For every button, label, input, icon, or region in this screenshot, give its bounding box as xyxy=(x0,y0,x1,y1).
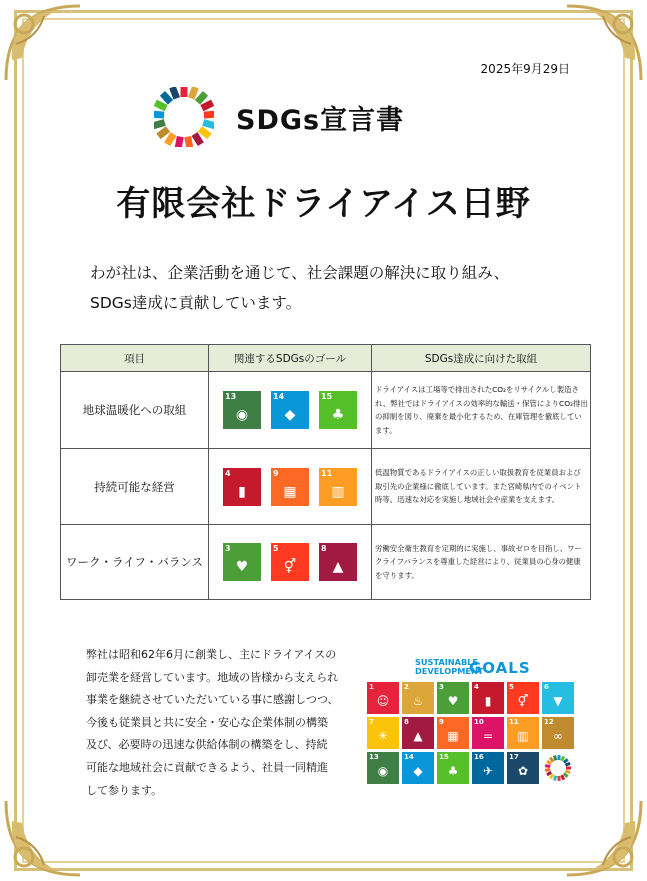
statement-line: 及び、必要時の迅速な供給体制の構築をし、持続 xyxy=(86,738,328,752)
issue-date: 2025年9月29日 xyxy=(480,62,570,76)
title-header xyxy=(154,86,404,148)
sdg-wheel-tile-icon xyxy=(542,752,574,784)
header-goals: 関連するSDGsのゴール xyxy=(209,345,372,372)
table-row xyxy=(61,449,591,525)
row-description: ドライアイスは工場等で排出されたCO₂をリサイクルし製造され、弊社ではドライアイスの効率的な輸送・保管によりCO₂排出の抑制を図り、廃棄を最小化するため、在庫管理を徹底しています。 xyxy=(372,372,591,449)
lead-line: SDGs達成に貢献しています。 xyxy=(90,294,302,312)
sdg-goal-10-icon: 10 = xyxy=(472,717,504,749)
sdg-goal-12-icon: 12 ∞ xyxy=(542,717,574,749)
statement-line: して参ります。 xyxy=(86,783,163,797)
row-item: 持続可能な経営 xyxy=(61,449,209,525)
sdg-goal-3-icon: 3 ♥ xyxy=(437,682,469,714)
fish-icon: 14 ◆ xyxy=(271,391,309,429)
ornament-corner-bottom-right xyxy=(561,795,647,881)
sdg-goals-poster xyxy=(367,658,578,784)
sdg-goal-13-icon: 13 ◉ xyxy=(367,752,399,784)
sdg-goal-16-icon: 16 ✈ xyxy=(472,752,504,784)
table-row xyxy=(61,372,591,449)
sdg-goals-table xyxy=(60,344,591,600)
header-actions: SDGs達成に向けた取組 xyxy=(372,345,591,372)
ornament-corner-bottom-left xyxy=(0,795,86,881)
company-statement xyxy=(86,644,361,802)
cubes-icon: 9 ▦ xyxy=(271,468,309,506)
sdg-goal-1-icon: 1 ☺ xyxy=(367,682,399,714)
row-goal-icons xyxy=(209,449,372,525)
ornament-corner-top-left xyxy=(0,0,86,86)
sdg-goal-17-icon: 17 ✿ xyxy=(507,752,539,784)
sdg-goal-6-icon: 6 ▼ xyxy=(542,682,574,714)
sdg-goal-15-icon: 15 ♣ xyxy=(437,752,469,784)
document-title: SDGs宣言書 xyxy=(236,104,405,136)
row-description: 労働安全衛生教育を定期的に実施し、事故ゼロを目指し、ワークライフバランスを尊重した経営により、従業員の心身の健康を守ります。 xyxy=(372,525,591,600)
lead-line: わが社は、企業活動を通じて、社会課題の解決に取り組み、 xyxy=(90,264,510,282)
buildings-icon: 11 ▥ xyxy=(319,468,357,506)
sdg-goal-14-icon: 14 ◆ xyxy=(402,752,434,784)
ornament-corner-top-right xyxy=(561,0,647,86)
statement-line: 卸売業を経営しています。地域の皆様から支えられ xyxy=(86,670,339,684)
growth-chart-icon: 8 ▲ xyxy=(319,543,357,581)
tree-icon: 15 ♣ xyxy=(319,391,357,429)
globe-eye-icon: 13 ◉ xyxy=(223,391,261,429)
gender-equality-icon: 5 ⚥ xyxy=(271,543,309,581)
statement-line: 事業を継続させていただいている事に感謝しつつ、 xyxy=(86,693,339,707)
row-goal-icons xyxy=(209,525,372,600)
row-goal-icons xyxy=(209,372,372,449)
row-item: 地球温暖化への取組 xyxy=(61,372,209,449)
row-item: ワーク・ライフ・バランス xyxy=(61,525,209,600)
lead-statement xyxy=(90,258,590,318)
sdg-goal-8-icon: 8 ▲ xyxy=(402,717,434,749)
statement-line: 今後も従業員と共に安全・安心な企業体制の構築 xyxy=(86,715,328,729)
poster-brand-line: SUSTAINABLE xyxy=(415,657,479,667)
sdg-goal-9-icon: 9 ▦ xyxy=(437,717,469,749)
sdg-goal-5-icon: 5 ⚥ xyxy=(507,682,539,714)
sdg-goal-7-icon: 7 ☀ xyxy=(367,717,399,749)
row-description: 低温物質であるドライアイスの正しい取扱教育を従業員および取引先の企業様に徹底しています。また宮崎県内でのイベント時等、迅速な対応を実施し地域社会や産業を支えます。 xyxy=(372,449,591,525)
sdg-goal-2-icon: 2 ♨ xyxy=(402,682,434,714)
company-name: 有限会社ドライアイス日野 xyxy=(116,184,531,224)
sdg-tile-grid xyxy=(367,682,578,784)
sdg-goal-4-icon: 4 ▮ xyxy=(472,682,504,714)
poster-goals-word: GOALS xyxy=(469,659,531,677)
poster-brand-line: DEVELOPMENT xyxy=(415,666,484,676)
sdg-goal-11-icon: 11 ▥ xyxy=(507,717,539,749)
table-row xyxy=(61,525,591,600)
sdg-wheel-icon xyxy=(154,87,214,147)
statement-line: 可能な地域社会に貢献できるよう、社員一同精進 xyxy=(86,760,328,774)
table-header-row xyxy=(61,345,591,372)
heartbeat-icon: 3 ♥ xyxy=(223,543,261,581)
book-icon: 4 ▮ xyxy=(223,468,261,506)
header-item: 項目 xyxy=(61,345,209,372)
statement-line: 弊社は昭和62年6月に創業し、主にドライアイスの xyxy=(86,648,337,661)
